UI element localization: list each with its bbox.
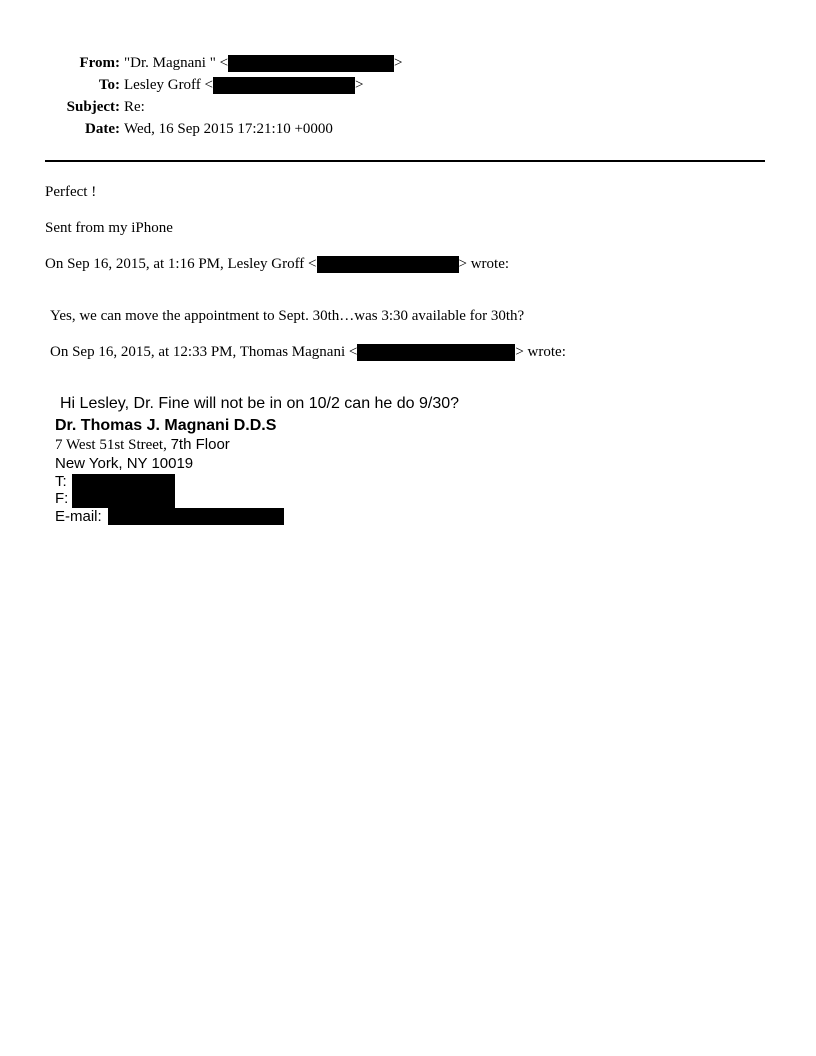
fax-label: F: [55, 490, 69, 507]
header-divider [45, 160, 765, 162]
signature-name: Dr. Thomas J. Magnani D.D.S [55, 417, 277, 434]
reply-text-1: Yes, we can move the appointment to Sept. 30th…was 3:30 available for 30th? [50, 308, 525, 324]
to-close: > [355, 77, 364, 93]
signature-city: New York, NY 10019 [55, 455, 194, 472]
from-value: "Dr. Magnani " < [124, 55, 229, 71]
subject-label: Subject: [66, 99, 120, 115]
quote-header-1-prefix: On Sep 16, 2015, at 1:16 PM, Lesley Groff < [45, 256, 317, 272]
quote-header-2-prefix: On Sep 16, 2015, at 12:33 PM, Thomas Magnani < [50, 344, 358, 360]
redaction-block [357, 344, 515, 361]
from-label: From: [79, 55, 120, 71]
redaction-block [213, 77, 355, 94]
signature-email [55, 508, 102, 526]
signature-fax [55, 490, 68, 508]
signature-address [55, 436, 230, 454]
from-field [124, 54, 403, 72]
redaction-block [228, 55, 394, 72]
signature-address-street: 7 West 51st Street, [55, 437, 171, 453]
message-line-signature: Sent from my iPhone [45, 220, 173, 236]
quote-header-1 [45, 255, 509, 273]
email-label: E-mail: [55, 508, 102, 525]
date-label: Date: [85, 121, 120, 137]
quote-header-2 [50, 343, 566, 361]
to-label: To: [98, 77, 120, 93]
to-field [124, 76, 363, 94]
from-close: > [394, 55, 403, 71]
signature-address-floor: 7th Floor [170, 436, 230, 453]
quote-header-1-suffix: > wrote: [458, 256, 510, 272]
phone-label: T: [55, 473, 67, 490]
to-value: Lesley Groff < [124, 77, 213, 93]
subject-value: Re: [124, 99, 145, 115]
redaction-block [317, 256, 459, 273]
redaction-block [72, 490, 175, 508]
signature-phone [55, 473, 67, 491]
redaction-block [108, 508, 284, 525]
message-line-perfect: Perfect ! [45, 184, 97, 200]
reply-text-2: Hi Lesley, Dr. Fine will not be in on 10/2 can he do 9/30? [60, 395, 460, 412]
date-value: Wed, 16 Sep 2015 17:21:10 +0000 [124, 121, 333, 137]
quote-header-2-suffix: > wrote: [515, 344, 566, 360]
